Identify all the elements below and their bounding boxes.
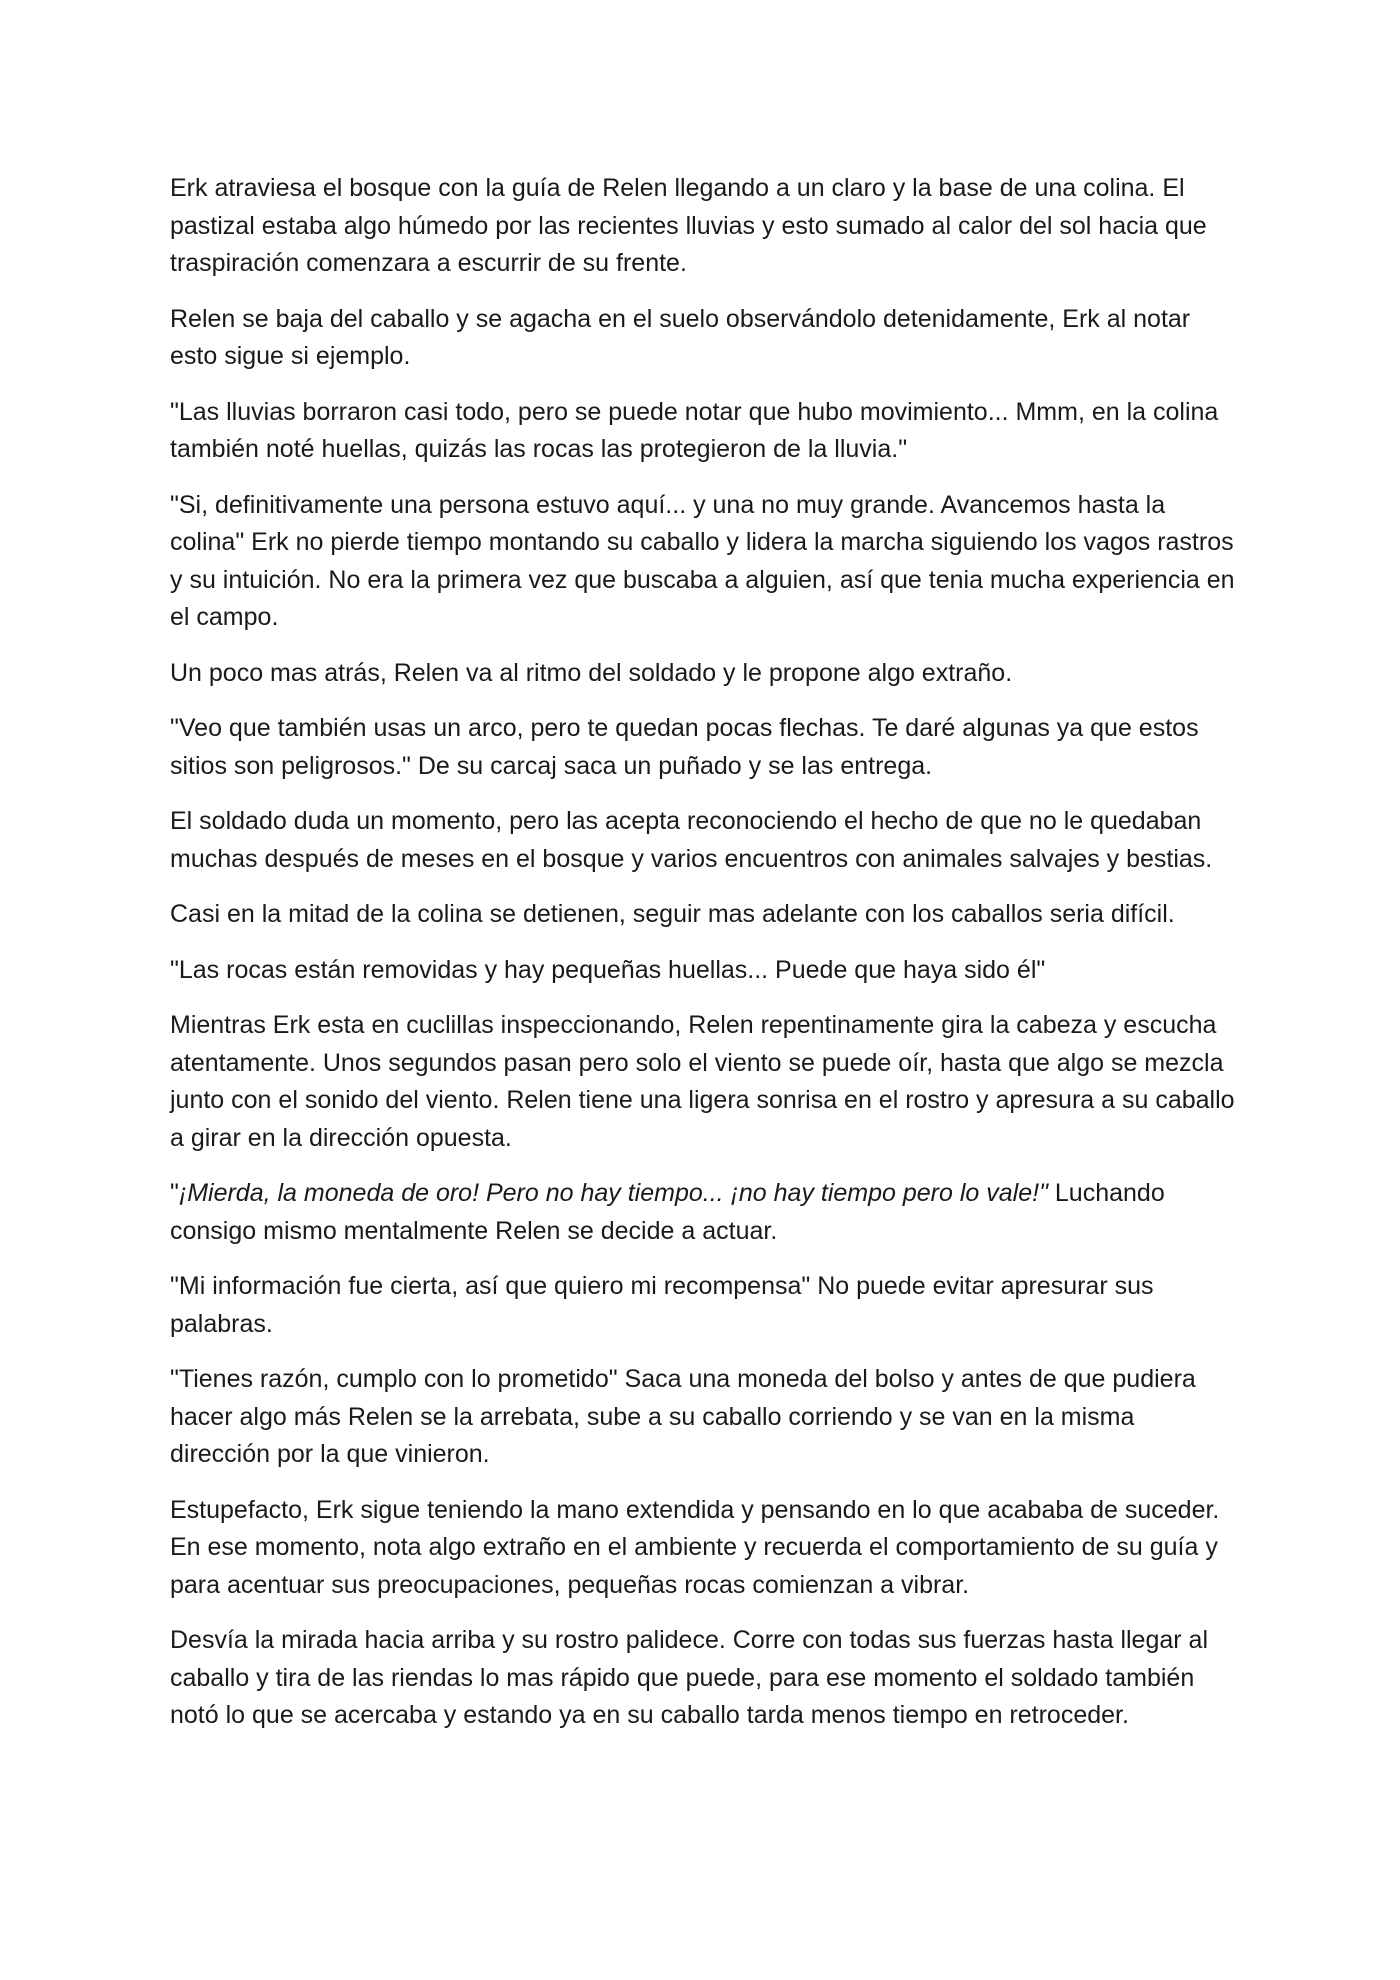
document-page <box>170 170 1235 1735</box>
paragraph-15: Desvía la mirada hacia arriba y su rostro palidece. Corre con todas sus fuerzas hasta llegar al caballo y tira de las riendas lo mas rápido que puede, para ese momento el soldado también notó lo que se acercaba y estando ya en su caballo tarda menos tiempo en retroceder. <box>170 1626 1209 1729</box>
paragraph-5: Un poco mas atrás, Relen va al ritmo del soldado y le propone algo extraño. <box>170 658 1013 687</box>
paragraph-12: "Mi información fue cierta, así que quiero mi recompensa" No puede evitar apresurar sus palabras. <box>170 1272 1154 1338</box>
paragraph-7: El soldado duda un momento, pero las acepta reconociendo el hecho de que no le quedaban muchas después de meses en el bosque y varios encuentros con animales salvajes y bestias. <box>170 807 1213 873</box>
paragraph-9: "Las rocas están removidas y hay pequeñas huellas... Puede que haya sido él" <box>170 955 1046 984</box>
paragraph-14: Estupefacto, Erk sigue teniendo la mano extendida y pensando en lo que acababa de suceder. En ese momento, nota algo extraño en el ambiente y recuerda el comportamiento de su guía y para acentuar sus preocupaciones, pequeñas rocas comienzan a vibrar. <box>170 1495 1220 1599</box>
paragraph-11-rest: Luchando consigo mismo mentalmente Relen se decide a actuar. <box>170 1179 1165 1245</box>
paragraph-2: Relen se baja del caballo y se agacha en el suelo observándolo detenidamente, Erk al notar esto sigue si ejemplo. <box>170 304 1191 370</box>
paragraph-11-italic-thought: ¡Mierda, la moneda de oro! Pero no hay tiempo... ¡no hay tiempo pero lo vale!" <box>178 1179 1048 1207</box>
paragraph-3: "Las lluvias borraron casi todo, pero se puede notar que hubo movimiento... Mmm, en la colina también noté huellas, quizás las rocas las protegieron de la lluvia." <box>170 397 1219 463</box>
paragraph-10: Mientras Erk esta en cuclillas inspeccionando, Relen repentinamente gira la cabeza y escucha atentamente. Unos segundos pasan pero solo el viento se puede oír, hasta que algo se mezcla junto con el sonido del viento. Relen tiene una ligera sonrisa en el rostro y apresura a su caballo a girar en la dirección opuesta. <box>170 1011 1235 1152</box>
paragraph-1: Erk atraviesa el bosque con la guía de Relen llegando a un claro y la base de una colina. El pastizal estaba algo húmedo por las recientes lluvias y esto sumado al calor del sol hacia que traspiración comenzara a escurrir de su frente. <box>170 174 1207 277</box>
paragraph-6: "Veo que también usas un arco, pero te quedan pocas flechas. Te daré algunas ya que estos sitios son peligrosos." De su carcaj saca un puñado y se las entrega. <box>170 714 1199 780</box>
paragraph-4: "Si, definitivamente una persona estuvo aquí... y una no muy grande. Avancemos hasta la colina" Erk no pierde tiempo montando su caballo y lidera la marcha siguiendo los vagos rastros y su intuición. No era la primera vez que buscaba a alguien, así que tenia mucha experiencia en el campo. <box>170 490 1235 631</box>
paragraph-8: Casi en la mitad de la colina se detienen, seguir mas adelante con los caballos seria difícil. <box>170 900 1175 928</box>
paragraph-13: "Tienes razón, cumplo con lo prometido" Saca una moneda del bolso y antes de que pudiera hacer algo más Relen se la arrebata, sube a su caballo corriendo y se van en la misma dirección por la que vinieron. <box>170 1365 1196 1468</box>
paragraph-11 <box>170 1175 1235 1250</box>
paragraph-11-open-quote: " <box>170 1179 179 1207</box>
